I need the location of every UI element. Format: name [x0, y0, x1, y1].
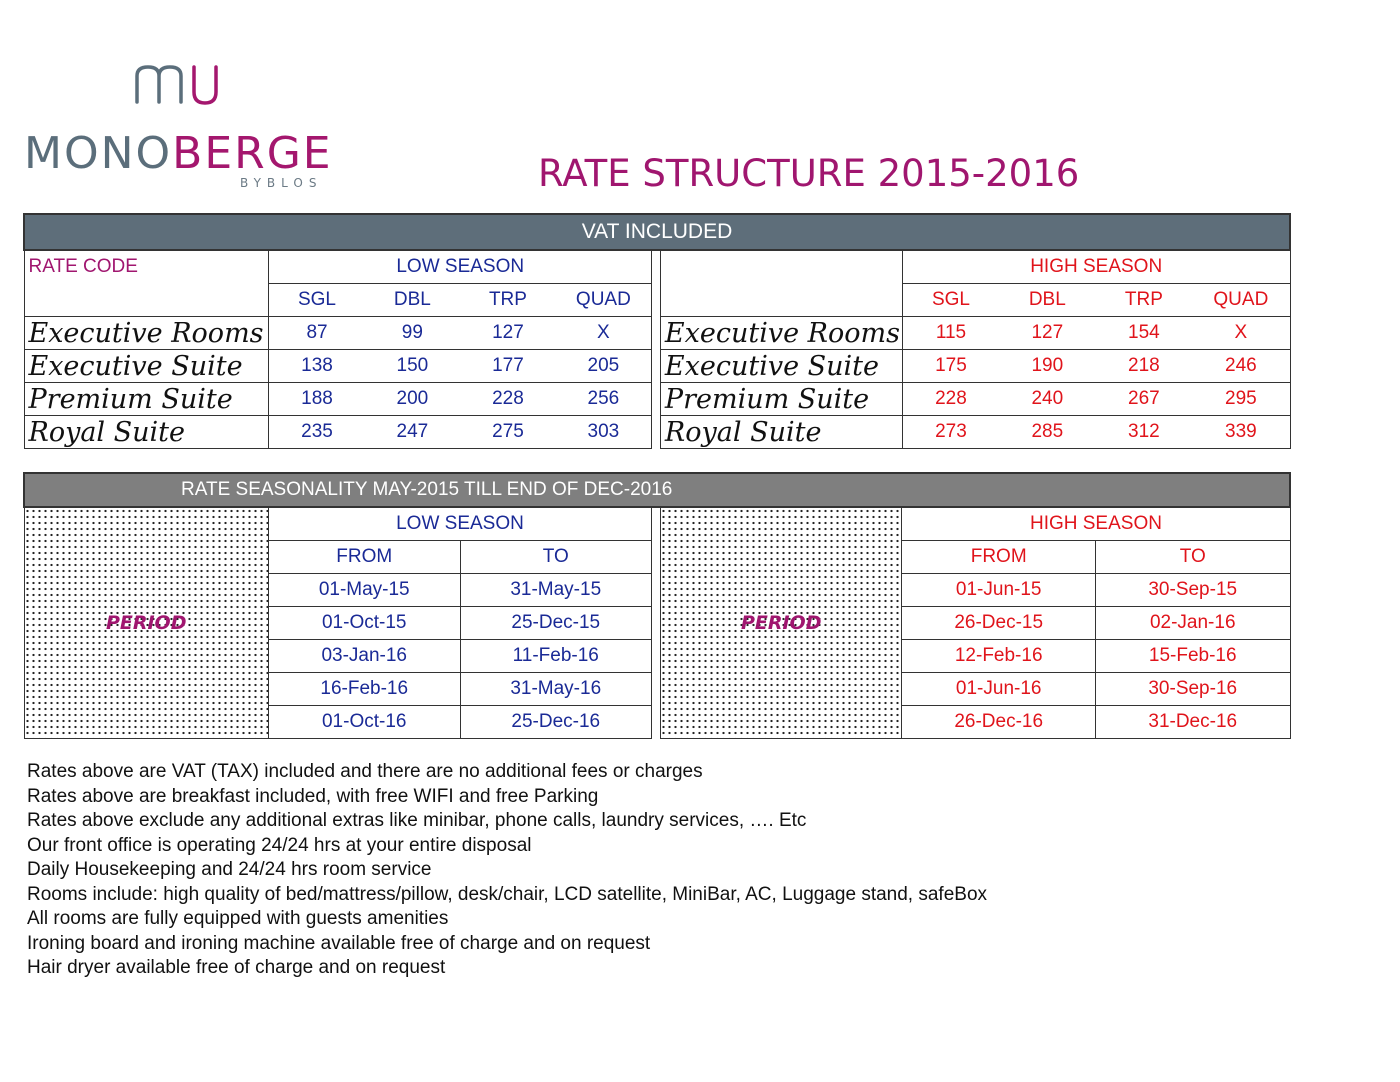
rate-cell: 177 — [460, 350, 556, 383]
note-line: Our front office is operating 24/24 hrs at your entire disposal — [27, 834, 532, 856]
rate-cell: 87 — [269, 317, 365, 350]
date-cell: 25-Dec-16 — [460, 706, 652, 739]
date-cell: 16-Feb-16 — [268, 673, 460, 706]
date-cell: 25-Dec-15 — [460, 607, 652, 640]
low-season-label: LOW SEASON — [268, 507, 651, 541]
period-label: PERIOD — [740, 612, 822, 634]
date-cell: 03-Jan-16 — [268, 640, 460, 673]
date-cell: 31-May-15 — [460, 574, 652, 607]
date-cell: 01-Jun-16 — [902, 673, 1096, 706]
rate-cell: 127 — [999, 317, 1096, 350]
col-header-quad: QUAD — [556, 284, 652, 317]
note-line: Rates above exclude any additional extras like minibar, phone calls, laundry services, …. Etc — [27, 810, 807, 831]
col-header-trp: TRP — [1096, 284, 1193, 317]
rate-cell: 273 — [902, 416, 999, 449]
rate-cell: 99 — [365, 317, 461, 350]
rate-cell: 188 — [269, 383, 365, 416]
rate-cell: 138 — [269, 350, 365, 383]
date-cell: 01-May-15 — [268, 574, 460, 607]
from-header: FROM — [902, 541, 1096, 574]
low-season-label: LOW SEASON — [269, 250, 652, 284]
col-header-dbl: DBL — [365, 284, 461, 317]
rate-cell: X — [556, 317, 652, 350]
period-cell — [24, 507, 268, 739]
period-cell — [660, 507, 901, 739]
vat-header: VAT INCLUDED — [24, 214, 1290, 250]
date-cell: 31-Dec-16 — [1095, 706, 1290, 739]
rate-cell: 228 — [902, 383, 999, 416]
room-name: Premium Suite — [24, 383, 269, 416]
rate-cell: 127 — [460, 317, 556, 350]
rate-cell: 205 — [556, 350, 652, 383]
seasonality-table — [23, 472, 1291, 739]
col-header-sgl: SGL — [269, 284, 365, 317]
room-name: Executive Rooms — [24, 317, 269, 350]
rate-cell: 303 — [556, 416, 652, 449]
notes-list — [27, 760, 987, 981]
logo-wordmark — [24, 128, 344, 196]
note-line: Daily Housekeeping and 24/24 hrs room service — [27, 859, 432, 880]
high-season-label: HIGH SEASON — [902, 507, 1290, 541]
rate-cell: 235 — [269, 416, 365, 449]
date-cell: 31-May-16 — [460, 673, 652, 706]
date-cell: 30-Sep-16 — [1095, 673, 1290, 706]
date-cell: 01-Oct-16 — [268, 706, 460, 739]
date-cell: 12-Feb-16 — [902, 640, 1096, 673]
note-line: Rates above are VAT (TAX) included and there are no additional fees or charges — [27, 761, 703, 782]
rate-cell: 285 — [999, 416, 1096, 449]
rate-cell: 150 — [365, 350, 461, 383]
high-season-label: HIGH SEASON — [902, 250, 1290, 284]
room-name: Royal Suite — [660, 416, 902, 449]
to-header: TO — [460, 541, 652, 574]
room-name: Executive Rooms — [660, 317, 902, 350]
room-name: Royal Suite — [24, 416, 269, 449]
page-title: RATE STRUCTURE 2015-2016 — [538, 152, 1080, 195]
rate-cell: 339 — [1192, 416, 1290, 449]
brand-name-part2: BERGE — [172, 128, 333, 179]
room-name: Executive Suite — [24, 350, 269, 383]
date-cell: 26-Dec-16 — [902, 706, 1096, 739]
rate-cell: 218 — [1096, 350, 1193, 383]
note-line: Rooms include: high quality of bed/mattress/pillow, desk/chair, LCD satellite, MiniBar, AC, Luggage stand, safeBox — [27, 883, 988, 905]
note-line: Ironing board and ironing machine available free of charge and on request — [27, 932, 651, 954]
rate-cell: 247 — [365, 416, 461, 449]
brand-name-part1: MONO — [24, 128, 173, 179]
rate-cell: 246 — [1192, 350, 1290, 383]
note-line: Hair dryer available free of charge and on request — [27, 957, 446, 978]
date-cell: 02-Jan-16 — [1095, 607, 1290, 640]
rate-cell: 154 — [1096, 317, 1193, 350]
rate-cell: X — [1192, 317, 1290, 350]
table-row — [24, 383, 1290, 416]
note-line: All rooms are fully equipped with guests amenities — [27, 908, 449, 929]
rate-cell: 312 — [1096, 416, 1193, 449]
rate-cell: 190 — [999, 350, 1096, 383]
rate-cell: 256 — [556, 383, 652, 416]
logo-monogram-icon — [134, 62, 234, 108]
period-label: PERIOD — [105, 612, 187, 634]
rate-cell: 115 — [902, 317, 999, 350]
rate-cell: 175 — [902, 350, 999, 383]
note-line: Rates above are breakfast included, with free WIFI and free Parking — [27, 785, 599, 807]
rate-code-label: RATE CODE — [24, 250, 269, 284]
seasonality-header: RATE SEASONALITY MAY-2015 TILL END OF DEC-2016 — [24, 473, 1290, 507]
rate-cell: 295 — [1192, 383, 1290, 416]
date-cell: 01-Jun-15 — [902, 574, 1096, 607]
col-header-sgl: SGL — [902, 284, 999, 317]
date-cell: 01-Oct-15 — [268, 607, 460, 640]
date-cell: 15-Feb-16 — [1095, 640, 1290, 673]
date-cell: 26-Dec-15 — [902, 607, 1096, 640]
table-row — [24, 350, 1290, 383]
rate-cell: 275 — [460, 416, 556, 449]
date-cell: 30-Sep-15 — [1095, 574, 1290, 607]
col-header-trp: TRP — [460, 284, 556, 317]
col-header-quad: QUAD — [1192, 284, 1290, 317]
to-header: TO — [1095, 541, 1290, 574]
rate-cell: 267 — [1096, 383, 1193, 416]
table-row — [24, 416, 1290, 449]
brand-location: BYBLOS — [240, 176, 323, 190]
date-cell: 11-Feb-16 — [460, 640, 652, 673]
rate-cell: 200 — [365, 383, 461, 416]
room-name: Premium Suite — [660, 383, 902, 416]
rate-cell: 228 — [460, 383, 556, 416]
col-header-dbl: DBL — [999, 284, 1096, 317]
rates-table — [23, 213, 1291, 449]
rate-cell: 240 — [999, 383, 1096, 416]
from-header: FROM — [268, 541, 460, 574]
room-name: Executive Suite — [660, 350, 902, 383]
table-row — [24, 317, 1290, 350]
